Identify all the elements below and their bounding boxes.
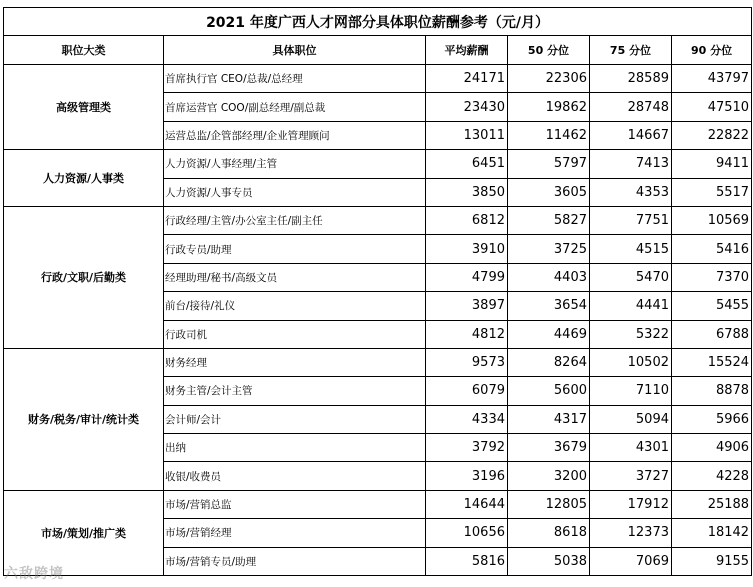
p75-cell: 7110 (590, 377, 672, 405)
table-row (4, 65, 752, 93)
p90-cell: 25188 (672, 490, 752, 518)
table-row (4, 348, 752, 376)
position-cell: 财务经理 (164, 348, 426, 376)
p75-cell: 17912 (590, 490, 672, 518)
p50-cell: 4317 (508, 405, 590, 433)
p90-cell: 9155 (672, 547, 752, 575)
average-salary-cell: 24171 (426, 65, 508, 93)
average-salary-cell: 6079 (426, 377, 508, 405)
p75-cell: 7069 (590, 547, 672, 575)
table-row (4, 206, 752, 234)
p50-cell: 12805 (508, 490, 590, 518)
p75-cell: 4301 (590, 434, 672, 462)
p90-cell: 8878 (672, 377, 752, 405)
p90-cell: 43797 (672, 65, 752, 93)
category-cell: 财务/税务/审计/统计类 (4, 348, 164, 490)
position-cell: 财务主管/会计主管 (164, 377, 426, 405)
p90-cell: 18142 (672, 519, 752, 547)
position-cell: 经理助理/秘书/高级文员 (164, 263, 426, 291)
p75-cell: 28748 (590, 93, 672, 121)
position-cell: 人力资源/人事经理/主管 (164, 150, 426, 178)
p75-cell: 5470 (590, 263, 672, 291)
p75-cell: 5322 (590, 320, 672, 348)
position-cell: 会计师/会计 (164, 405, 426, 433)
p50-cell: 5600 (508, 377, 590, 405)
position-cell: 运营总监/企管部经理/企业管理顾问 (164, 121, 426, 149)
p90-cell: 9411 (672, 150, 752, 178)
header-average: 平均薪酬 (426, 36, 508, 65)
header-row (4, 36, 752, 65)
p75-cell: 3727 (590, 462, 672, 490)
p75-cell: 28589 (590, 65, 672, 93)
p50-cell: 3654 (508, 292, 590, 320)
position-cell: 行政专员/助理 (164, 235, 426, 263)
average-salary-cell: 13011 (426, 121, 508, 149)
average-salary-cell: 4799 (426, 263, 508, 291)
table-title: 2021 年度广西人才网部分具体职位薪酬参考（元/月） (4, 8, 752, 36)
average-salary-cell: 3910 (426, 235, 508, 263)
header-category: 职位大类 (4, 36, 164, 65)
p75-cell: 7413 (590, 150, 672, 178)
p90-cell: 10569 (672, 206, 752, 234)
p50-cell: 4403 (508, 263, 590, 291)
p75-cell: 14667 (590, 121, 672, 149)
p50-cell: 11462 (508, 121, 590, 149)
category-cell: 行政/文职/后勤类 (4, 206, 164, 348)
position-cell: 市场/营销总监 (164, 490, 426, 518)
position-cell: 行政经理/主管/办公室主任/副主任 (164, 206, 426, 234)
p75-cell: 10502 (590, 348, 672, 376)
p50-cell: 5827 (508, 206, 590, 234)
p90-cell: 5416 (672, 235, 752, 263)
position-cell: 市场/营销经理 (164, 519, 426, 547)
p50-cell: 3200 (508, 462, 590, 490)
p50-cell: 8618 (508, 519, 590, 547)
average-salary-cell: 3792 (426, 434, 508, 462)
p50-cell: 4469 (508, 320, 590, 348)
p90-cell: 22822 (672, 121, 752, 149)
table-row (4, 150, 752, 178)
position-cell: 收银/收费员 (164, 462, 426, 490)
average-salary-cell: 3850 (426, 178, 508, 206)
p75-cell: 7751 (590, 206, 672, 234)
category-cell: 高级管理类 (4, 65, 164, 150)
p90-cell: 5966 (672, 405, 752, 433)
p75-cell: 4353 (590, 178, 672, 206)
p50-cell: 8264 (508, 348, 590, 376)
p75-cell: 12373 (590, 519, 672, 547)
p50-cell: 3725 (508, 235, 590, 263)
average-salary-cell: 10656 (426, 519, 508, 547)
average-salary-cell: 5816 (426, 547, 508, 575)
watermark-logo: 六敌跨境 (4, 566, 64, 582)
p90-cell: 15524 (672, 348, 752, 376)
table-row (4, 490, 752, 518)
average-salary-cell: 23430 (426, 93, 508, 121)
header-p90: 90 分位 (672, 36, 752, 65)
p90-cell: 4228 (672, 462, 752, 490)
p75-cell: 5094 (590, 405, 672, 433)
header-position: 具体职位 (164, 36, 426, 65)
position-cell: 市场/营销专员/助理 (164, 547, 426, 575)
category-cell: 人力资源/人事类 (4, 150, 164, 207)
salary-table (3, 7, 752, 576)
position-cell: 首席运营官 COO/副总经理/副总裁 (164, 93, 426, 121)
header-p75: 75 分位 (590, 36, 672, 65)
average-salary-cell: 3196 (426, 462, 508, 490)
average-salary-cell: 4812 (426, 320, 508, 348)
p75-cell: 4441 (590, 292, 672, 320)
p90-cell: 4906 (672, 434, 752, 462)
p50-cell: 19862 (508, 93, 590, 121)
p50-cell: 3679 (508, 434, 590, 462)
p50-cell: 3605 (508, 178, 590, 206)
p90-cell: 6788 (672, 320, 752, 348)
average-salary-cell: 4334 (426, 405, 508, 433)
position-cell: 首席执行官 CEO/总裁/总经理 (164, 65, 426, 93)
position-cell: 行政司机 (164, 320, 426, 348)
p75-cell: 4515 (590, 235, 672, 263)
p50-cell: 5797 (508, 150, 590, 178)
p50-cell: 5038 (508, 547, 590, 575)
average-salary-cell: 6812 (426, 206, 508, 234)
average-salary-cell: 9573 (426, 348, 508, 376)
position-cell: 出纳 (164, 434, 426, 462)
average-salary-cell: 3897 (426, 292, 508, 320)
p90-cell: 47510 (672, 93, 752, 121)
position-cell: 前台/接待/礼仪 (164, 292, 426, 320)
p90-cell: 5517 (672, 178, 752, 206)
header-p50: 50 分位 (508, 36, 590, 65)
average-salary-cell: 14644 (426, 490, 508, 518)
average-salary-cell: 6451 (426, 150, 508, 178)
category-cell: 市场/策划/推广类 (4, 490, 164, 575)
position-cell: 人力资源/人事专员 (164, 178, 426, 206)
p90-cell: 5455 (672, 292, 752, 320)
p50-cell: 22306 (508, 65, 590, 93)
p90-cell: 7370 (672, 263, 752, 291)
